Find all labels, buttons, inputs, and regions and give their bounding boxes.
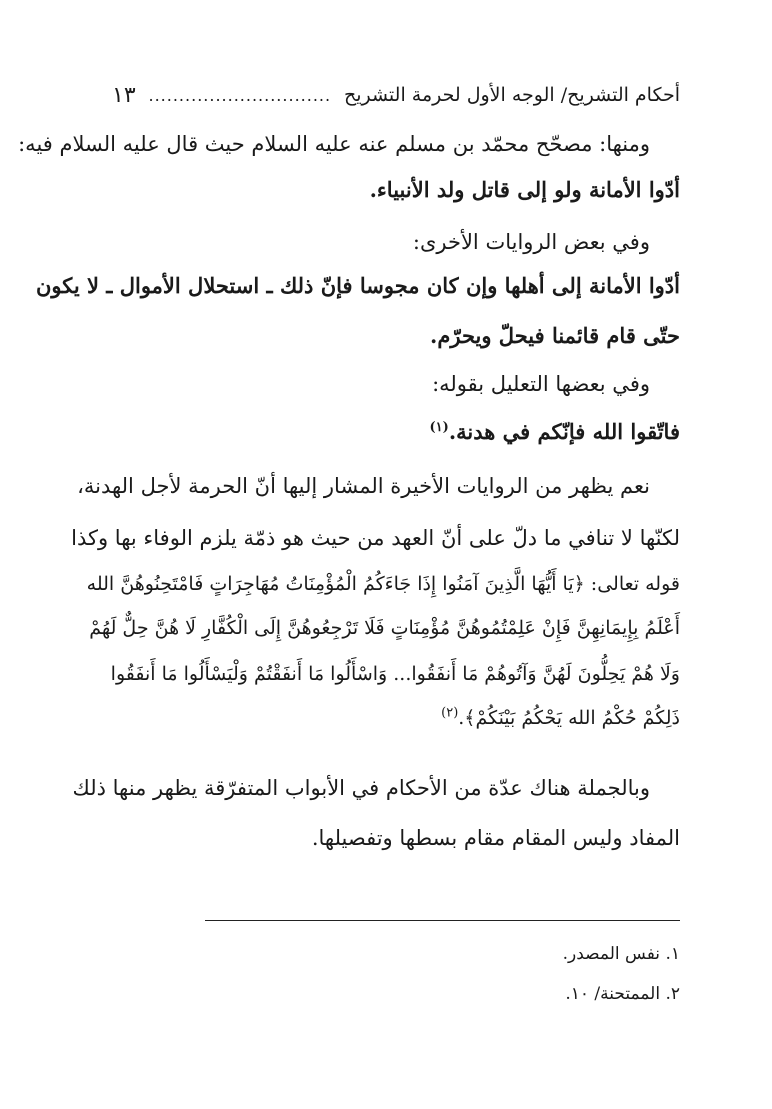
header-title: أحكام التشريح/ الوجه الأول لحرمة التشريح [343, 84, 680, 106]
quran-text: ذَلِكُمْ حُكْمُ الله يَحْكُمُ بَيْنَكُمْ﴾. [458, 707, 680, 729]
hadith-line-2: أدّوا الأمانة إلى أهلها وإن كان مجوسا فإنّ ذلك ـ استحلال الأموال ـ لا يكون [35, 273, 680, 298]
quran-line-3: وَلَا هُمْ يَحِلُّونَ لَهُنَّ وَآتُوهُمْ مَا أَنفَقُوا... وَاسْأَلُوا مَا أَنفَقْتُمْ وَلْيَسْأَلُوا مَا أَنفَقُوا [110, 663, 680, 685]
footnote-divider [205, 920, 680, 921]
body-line-8: نعم يظهر من الروايات الأخيرة المشار إليها أنّ الحرمة لأجل الهدنة، [77, 474, 650, 498]
footnote-ref-2: (٢) [441, 705, 459, 721]
body-line-14: وبالجملة هناك عدّة من الأحكام في الأبواب المتفرّقة يظهر منها ذلك [72, 776, 650, 800]
body-line-6: وفي بعضها التعليل بقوله: [432, 372, 650, 396]
hadith-text: فاتّقوا الله فإنّكم في هدنة. [448, 419, 680, 444]
page-number: ١٣ [112, 82, 136, 108]
hadith-line-1: أدّوا الأمانة ولو إلى قاتل ولد الأنبياء. [369, 177, 680, 202]
footnote-ref-1: (١) [429, 420, 449, 435]
footnote-1: ١. نفس المصدر. [562, 944, 680, 964]
running-header [112, 80, 680, 110]
header-dot-leader: .............................. [148, 85, 332, 105]
body-line-15: المفاد وليس المقام مقام بسطها وتفصيلها. [311, 826, 680, 850]
body-line-9: لكنّها لا تنافي ما دلّ على أنّ العهد من حيث هو ذمّة يلزم الوفاء بها وكذا [71, 526, 680, 550]
quran-line-2: أَعْلَمُ بِإِيمَانِهِنَّ فَإِنْ عَلِمْتُمُوهُنَّ مُؤْمِنَاتٍ فَلَا تَرْجِعُوهُنَّ إِلَى الْكُفَّارِ لَا هُنَّ حِلٌّ لَهُمْ [89, 617, 680, 639]
quran-line-1: قوله تعالى: ﴿يَا أَيُّهَا الَّذِينَ آمَنُوا إِذَا جَاءَكُمُ الْمُؤْمِنَاتُ مُهَاجِرَاتٍ فَامْتَحِنُوهُنَّ الله [86, 573, 680, 595]
footnote-2: ٢. الممتحنة/ ١٠. [565, 984, 680, 1004]
quran-line-4 [112, 700, 680, 736]
body-line-3: وفي بعض الروايات الأخرى: [412, 230, 650, 254]
body-line-1: ومنها: مصحّح محمّد بن مسلم عنه عليه السلام حيث قال عليه السلام فيه: [18, 132, 650, 156]
hadith-line-4 [112, 414, 680, 450]
hadith-line-3: حتّى قام قائمنا فيحلّ ويحرّم. [430, 323, 680, 348]
